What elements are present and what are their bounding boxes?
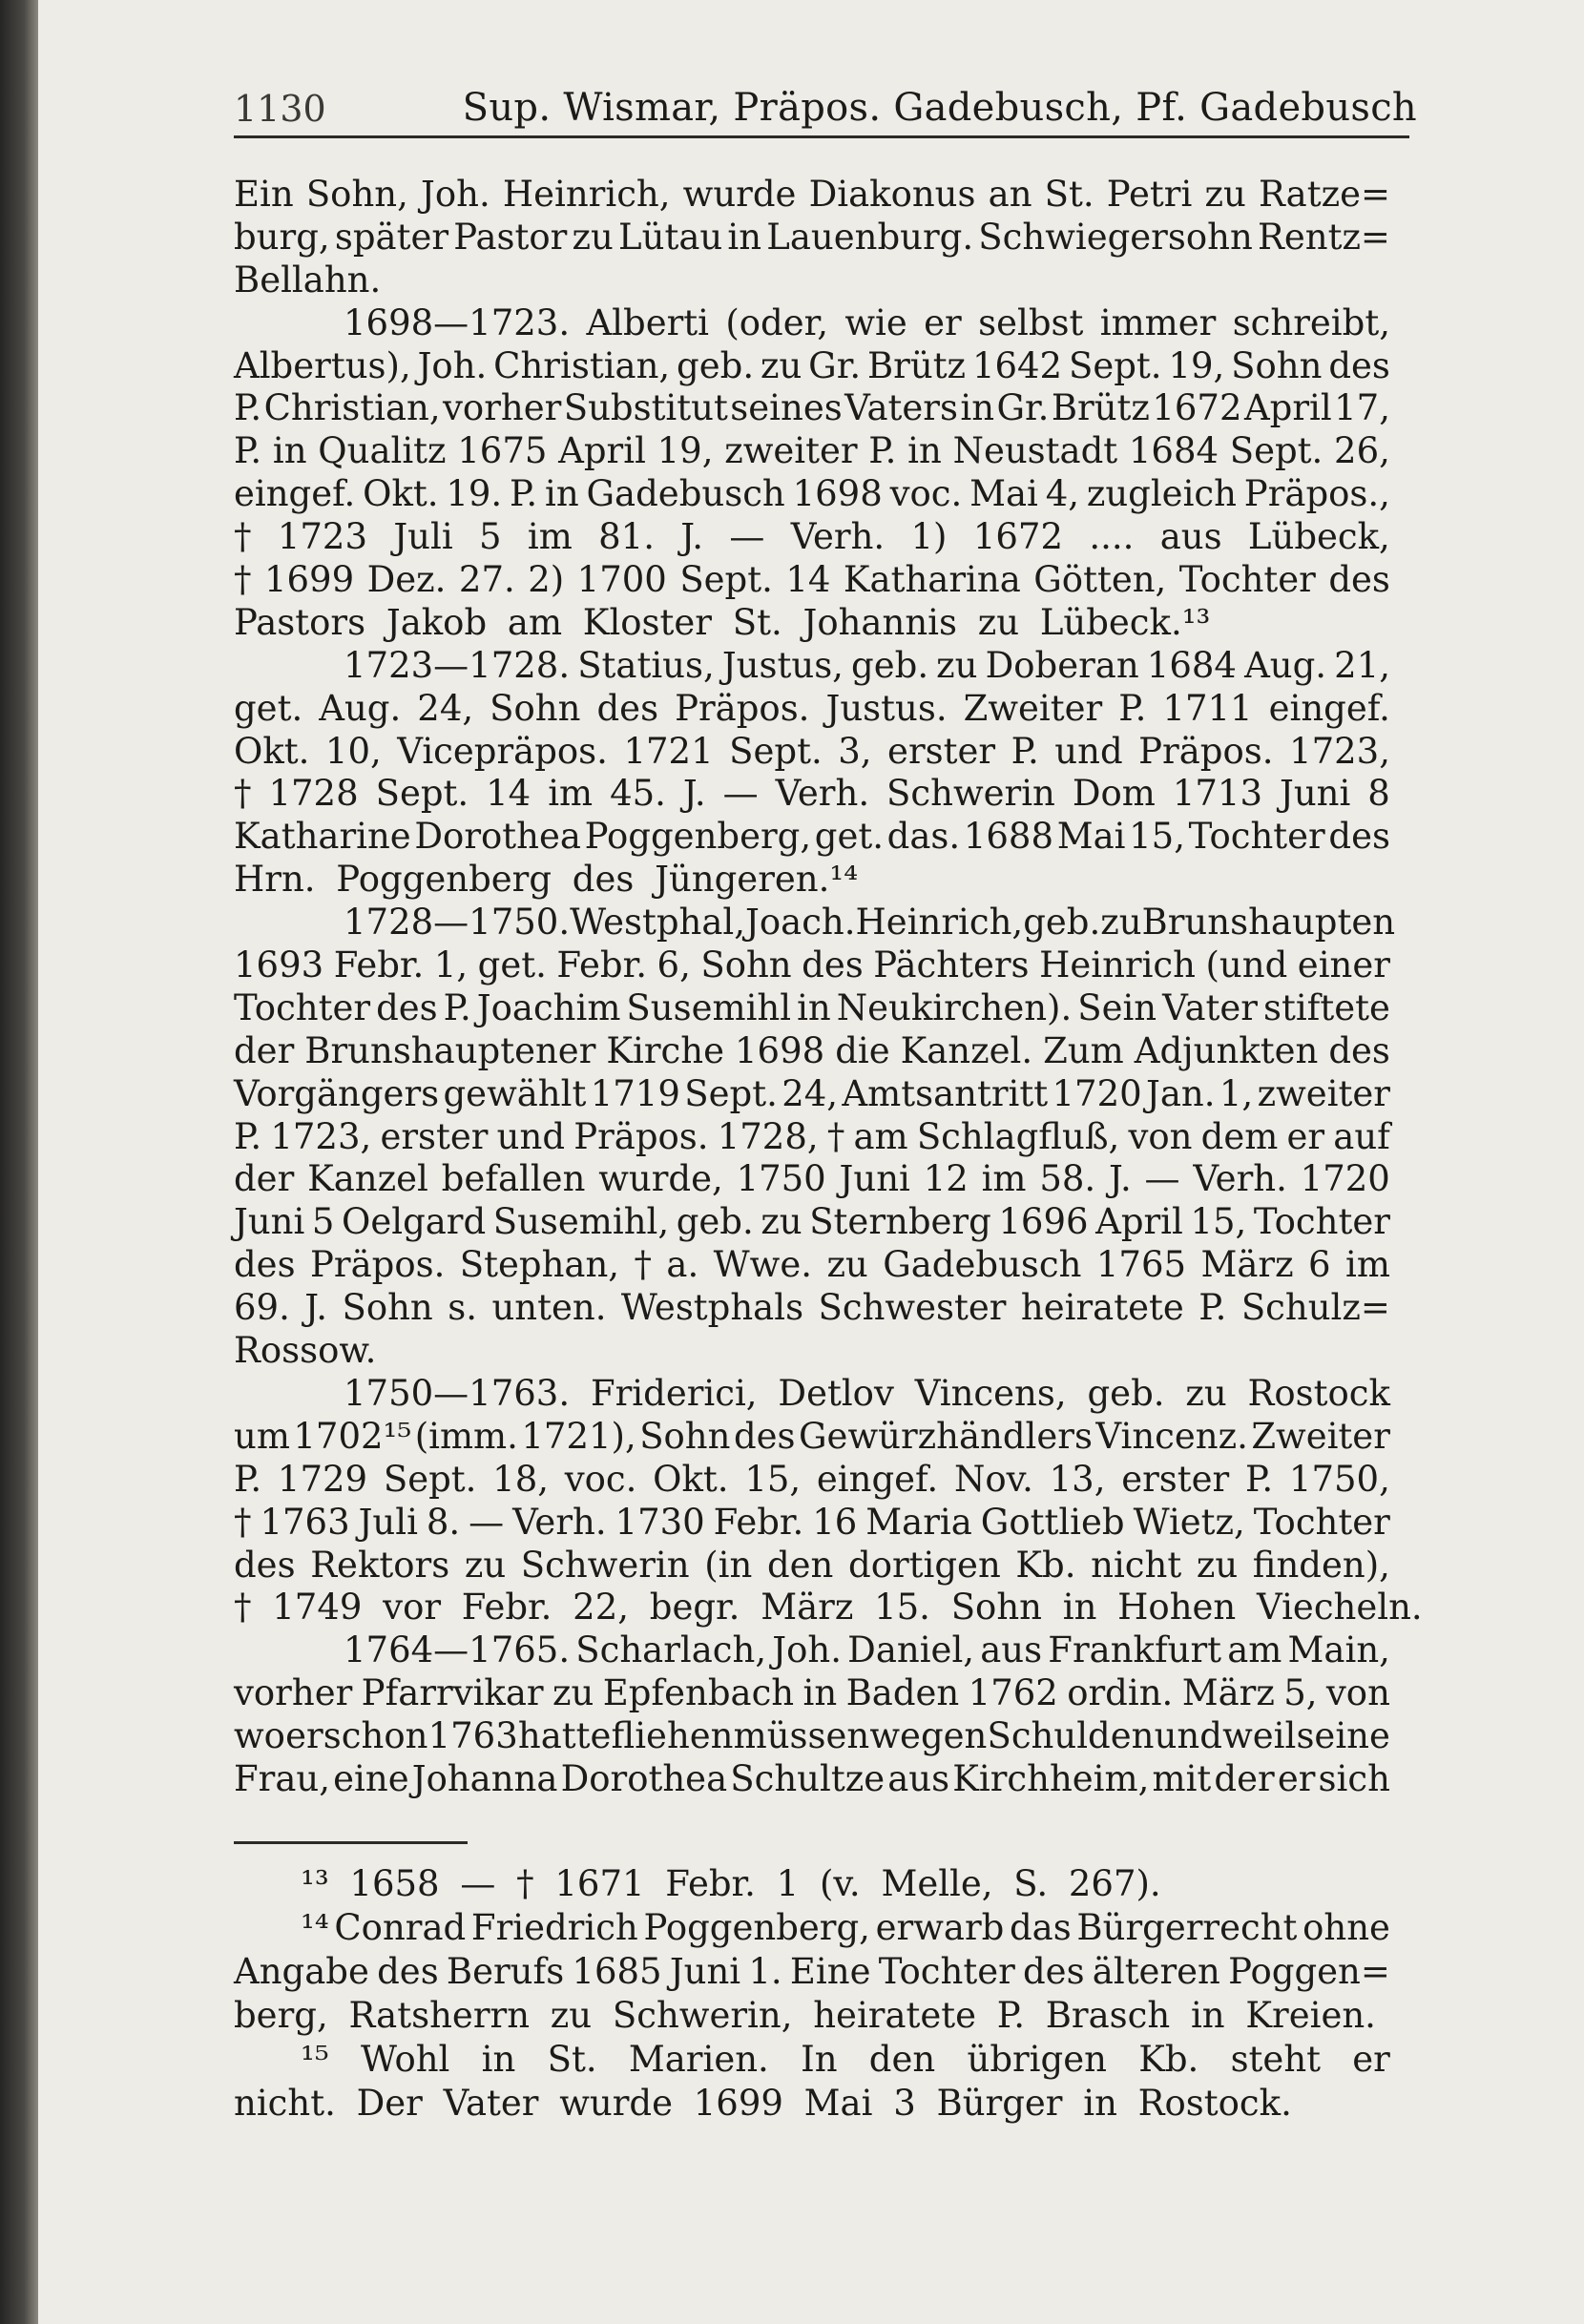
text-line: P. 1723, erster und Präpos. 1728, † am Schlagfluß, von dem er auf — [234, 1115, 1390, 1157]
footnote-fn14 — [234, 1906, 1390, 2038]
text-line: ¹⁵ Wohl in St. Marien. In den übrigen Kb. steht er — [301, 2039, 1390, 2080]
footnote-rule — [234, 1841, 468, 1844]
text-line: P. 1729 Sept. 18, voc. Okt. 15, eingef. Nov. 13, erster P. 1750, — [234, 1458, 1390, 1500]
text-line: † 1699 Dez. 27. 2) 1700 Sept. 14 Katharina Götten, Tochter des — [234, 559, 1390, 601]
text-line: ¹³ 1658 — † 1671 Febr. 1 (v. Melle, S. 267). — [301, 1863, 1161, 1904]
text-line: 1728—1750. Westphal, Joach. Heinrich, geb. zu Brunshaupten — [344, 902, 1396, 944]
text-line: 69. J. Sohn s. unten. Westphals Schwester heiratete P. Schulz= — [234, 1287, 1390, 1329]
text-line: Okt. 10, Vicepräpos. 1721 Sept. 3, erster P. und Präpos. 1723, — [234, 730, 1390, 772]
text-line: † 1749 vor Febr. 22, begr. März 15. Sohn in Hohen Viecheln. — [234, 1587, 1423, 1629]
text-line: † 1763 Juli 8. — Verh. 1730 Febr. 16 Maria Gottlieb Wietz, Tochter — [234, 1501, 1390, 1543]
text-line: der Brunshauptener Kirche 1698 die Kanzel. Zum Adjunkten des — [234, 1029, 1390, 1071]
text-line: Frau, eine Johanna Dorothea Schultze aus Kirchheim, mit der er sich — [234, 1757, 1390, 1799]
paragraph-statius — [234, 645, 1390, 902]
text-line: 1698—1723. Alberti (oder, wie er selbst immer schreibt, — [344, 301, 1390, 343]
text-line: Angabe des Berufs 1685 Juni 1. Eine Tochter des älteren Poggen= — [234, 1951, 1390, 1992]
text-line: Katharine Dorothea Poggenberg, get. das. 1688 Mai 15, Tochter des — [234, 816, 1390, 858]
text-line: † 1728 Sept. 14 im 45. J. — Verh. Schwerin Dom 1713 Juni 8 — [234, 773, 1390, 815]
footnote-fn15 — [234, 2038, 1390, 2126]
footnote-fn13 — [234, 1862, 1390, 1906]
header-rule — [234, 135, 1409, 138]
page-header — [234, 84, 1417, 132]
text-line: † 1723 Juli 5 im 81. J. — Verh. 1) 1672 .... aus Lübeck, — [234, 516, 1390, 558]
page-number: 1130 — [234, 88, 326, 130]
text-line: Rossow. — [234, 1330, 377, 1372]
text-line: 1723—1728. Statius, Justus, geb. zu Doberan 1684 Aug. 21, — [344, 644, 1390, 686]
text-line: Tochter des P. Joachim Susemihl in Neukirchen). Sein Vater stiftete — [234, 986, 1390, 1028]
text-line: burg, später Pastor zu Lütau in Lauenburg. Schwiegersohn Rentz= — [234, 216, 1390, 258]
paragraph-friderici — [234, 1372, 1423, 1629]
text-line: berg, Ratsherrn zu Schwerin, heiratete P. Brasch in Kreien. — [234, 1995, 1376, 2036]
text-line: Hrn. Poggenberg des Jüngeren.¹⁴ — [234, 859, 859, 901]
text-line: get. Aug. 24, Sohn des Präpos. Justus. Zweiter P. 1711 eingef. — [234, 687, 1390, 729]
text-line: 1750—1763. Friderici, Detlov Vincens, geb. zu Rostock — [344, 1372, 1390, 1414]
text-line: ¹⁴ Conrad Friedrich Poggenberg, erwarb das Bürgerrecht ohne — [301, 1907, 1390, 1948]
paragraph-alberti — [234, 302, 1390, 645]
text-line: Pastors Jakob am Kloster St. Johannis zu Lübeck.¹³ — [234, 601, 1211, 643]
text-line: Ein Sohn, Joh. Heinrich, wurde Diakonus an St. Petri zu Ratze= — [234, 174, 1390, 215]
paragraph-westphal — [234, 902, 1396, 1373]
main-text — [234, 174, 1423, 1801]
text-line: Albertus), Joh. Christian, geb. zu Gr. Brütz 1642 Sept. 19, Sohn des — [234, 344, 1390, 386]
footnotes — [234, 1862, 1390, 2126]
text-line: eingef. Okt. 19. P. in Gadebusch 1698 voc. Mai 4, zugleich Präpos., — [234, 473, 1390, 515]
text-line: P. in Qualitz 1675 April 19, zweiter P. in Neustadt 1684 Sept. 26, — [234, 430, 1390, 472]
paragraph-scharlach — [234, 1629, 1390, 1801]
text-line: P. Christian, vorher Substitut seines Vaters in Gr. Brütz 1672 April 17, — [234, 387, 1390, 429]
text-line: Juni 5 Oelgard Susemihl, geb. zu Sternberg 1696 April 15, Tochter — [234, 1201, 1390, 1243]
text-line: nicht. Der Vater wurde 1699 Mai 3 Bürger in Rostock. — [234, 2083, 1292, 2124]
paragraph-intro — [234, 174, 1390, 302]
text-line: 1764—1765. Scharlach, Joh. Daniel, aus Frankfurt am Main, — [344, 1629, 1390, 1671]
text-line: vorher Pfarrvikar zu Epfenbach in Baden 1762 ordin. März 5, von — [234, 1672, 1390, 1714]
text-line: wo er schon 1763 hatte fliehen müssen wegen Schulden und weil seine — [234, 1715, 1390, 1757]
text-line: um 1702¹⁵ (imm. 1721), Sohn des Gewürzhändlers Vincenz. Zweiter — [234, 1415, 1390, 1457]
text-line: des Präpos. Stephan, † a. Wwe. zu Gadebusch 1765 März 6 im — [234, 1244, 1390, 1286]
running-title: Sup. Wismar, Präpos. Gadebusch, Pf. Gadebusch — [462, 86, 1417, 130]
text-line: Vorgängers gewählt 1719 Sept. 24, Amtsantritt 1720 Jan. 1, zweiter — [234, 1072, 1390, 1114]
text-line: Bellahn. — [234, 259, 382, 301]
text-line: des Rektors zu Schwerin (in den dortigen Kb. nicht zu finden), — [234, 1544, 1390, 1586]
text-line: 1693 Febr. 1, get. Febr. 6, Sohn des Pächters Heinrich (und einer — [234, 944, 1390, 986]
text-line: der Kanzel befallen wurde, 1750 Juni 12 im 58. J. — Verh. 1720 — [234, 1158, 1390, 1200]
